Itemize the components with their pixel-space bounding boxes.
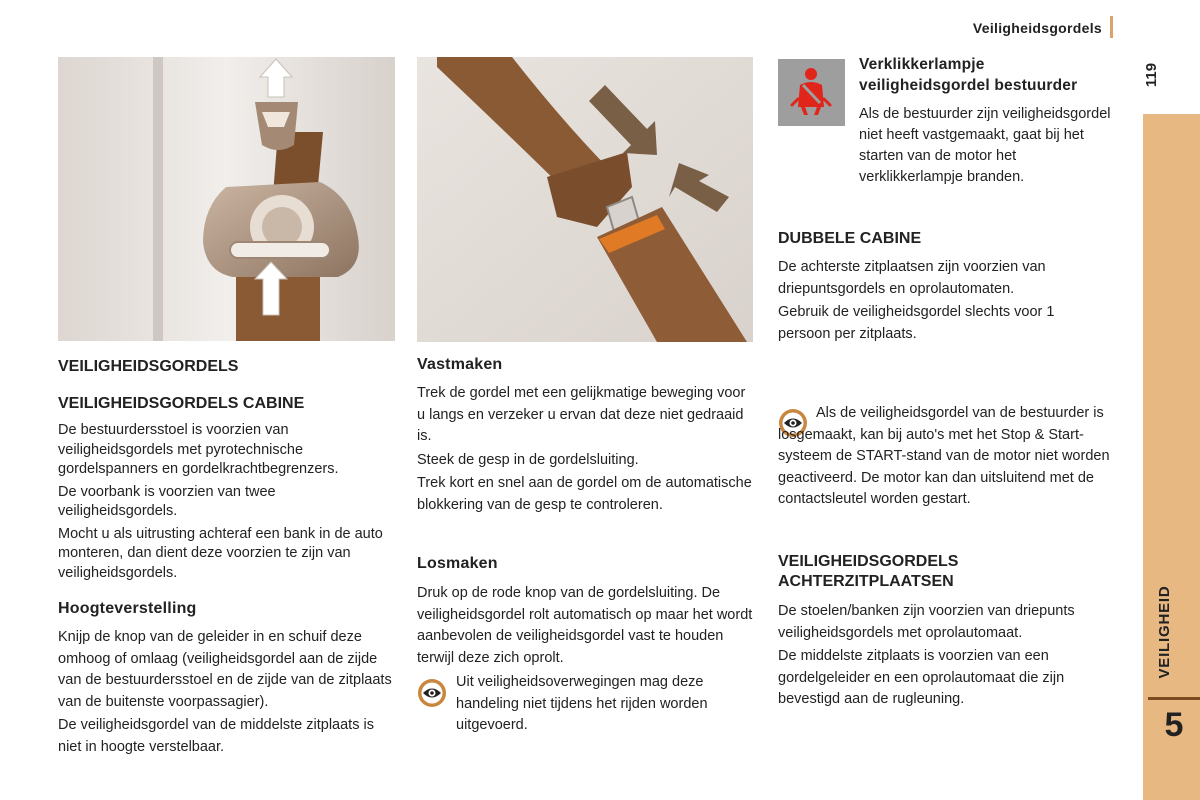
cabin-belts-text xyxy=(58,421,396,583)
chapter-number: 5 xyxy=(1164,706,1184,744)
release-heading: Losmaken xyxy=(417,555,498,572)
cabin-belts-heading: VEILIGHEIDSGORDELS CABINE xyxy=(58,395,305,412)
paragraph: De achterste zitplaatsen zijn voorzien van driepuntsgordels en oprolautomaten. xyxy=(778,259,1046,297)
paragraph: Mocht u als uitrusting achteraf een bank in de auto monteren, dan dient deze voorzien te zijn van veiligheidsgordels. xyxy=(58,525,383,581)
header-divider xyxy=(1110,16,1113,38)
paragraph: De veiligheidsgordel van de middelste zitplaats is niet in hoogte verstelbaar. xyxy=(58,717,374,755)
height-adjust-heading: Hoogteverstelling xyxy=(58,600,197,617)
release-text: Druk op de rode knop van de gordelsluiting. De veiligheidsgordel rolt automatisch op maar het wordt aanbevolen de veiligheidsgordel vast te houden terwijl deze zich oprolt. xyxy=(417,585,753,666)
double-cab-text xyxy=(778,257,1108,345)
page-number: 119 xyxy=(1143,62,1160,88)
paragraph: Trek de gordel met een gelijkmatige beweging voor u langs en verzeker u ervan dat deze niet gedraaid is. xyxy=(417,385,746,444)
paragraph: Trek kort en snel aan de gordel om de automatische blokkering van de gesp te controleren. xyxy=(417,475,752,513)
fasten-text xyxy=(417,383,757,516)
paragraph: Steek de gesp in de gordelsluiting. xyxy=(417,451,639,468)
seatbelt-warning-lamp-icon xyxy=(778,59,845,126)
paragraph: Gebruik de veiligheidsgordel slechts voor 1 persoon per zitplaats. xyxy=(778,304,1055,342)
buckle-fastening-illustration xyxy=(417,57,753,342)
warning-lamp-text: Als de bestuurder zijn veiligheidsgordel niet heeft vastgemaakt, gaat bij het starten van de motor het verklikkerlampje branden. xyxy=(859,106,1111,185)
height-adjust-text xyxy=(58,627,396,758)
paragraph: De voorbank is voorzien van twee veiligheidsgordels. xyxy=(58,483,276,519)
section-title: Veiligheidsgordels xyxy=(972,20,1102,36)
eye-icon xyxy=(417,678,447,713)
main-heading: VEILIGHEIDSGORDELS xyxy=(58,358,239,375)
fasten-heading: Vastmaken xyxy=(417,356,503,373)
paragraph: Knijp de knop van de geleider in en schuif deze omhoog of omlaag (veiligheidsgordel aan de zijde van de bestuurdersstoel en de zijde van de zitplaats van de buitenste voorpassagier). xyxy=(58,629,392,710)
double-cab-heading: DUBBELE CABINE xyxy=(778,230,922,247)
chapter-divider xyxy=(1148,697,1200,700)
paragraph: De middelste zitplaats is voorzien van een gordelgeleider en een oprolautomaat die zijn bevestigd aan de rugleuning. xyxy=(778,648,1065,707)
rear-seats-heading: VEILIGHEIDSGORDELS ACHTERZITPLAATSEN xyxy=(778,553,959,590)
rear-seats-text xyxy=(778,601,1118,711)
warning-lamp-subtitle: veiligheidsgordel bestuurder xyxy=(859,77,1078,94)
paragraph: De bestuurdersstoel is voorzien van veiligheidsgordels met pyrotechnische gordelspanners en gordelkrachtbegrenzers. xyxy=(58,422,339,477)
stop-start-note: Als de veiligheidsgordel van de bestuurder is losgemaakt, kan bij auto's met het Stop & Start-systeem de START-stand van de motor niet worden geactiveerd. De motor kan dan uitsluitend met de contactsleutel worden gestart. xyxy=(778,405,1110,507)
release-safety-note: Uit veiligheidsoverwegingen mag deze handeling niet tijdens het rijden worden uitgevoerd. xyxy=(456,674,708,733)
warning-lamp-title: Verklikkerlampje xyxy=(859,56,985,73)
chapter-label: VEILIGHEID xyxy=(1156,585,1173,679)
paragraph: De stoelen/banken zijn voorzien van driepunts veiligheidsgordels met oprolautomaat. xyxy=(778,603,1075,641)
height-adjuster-illustration xyxy=(58,57,395,341)
